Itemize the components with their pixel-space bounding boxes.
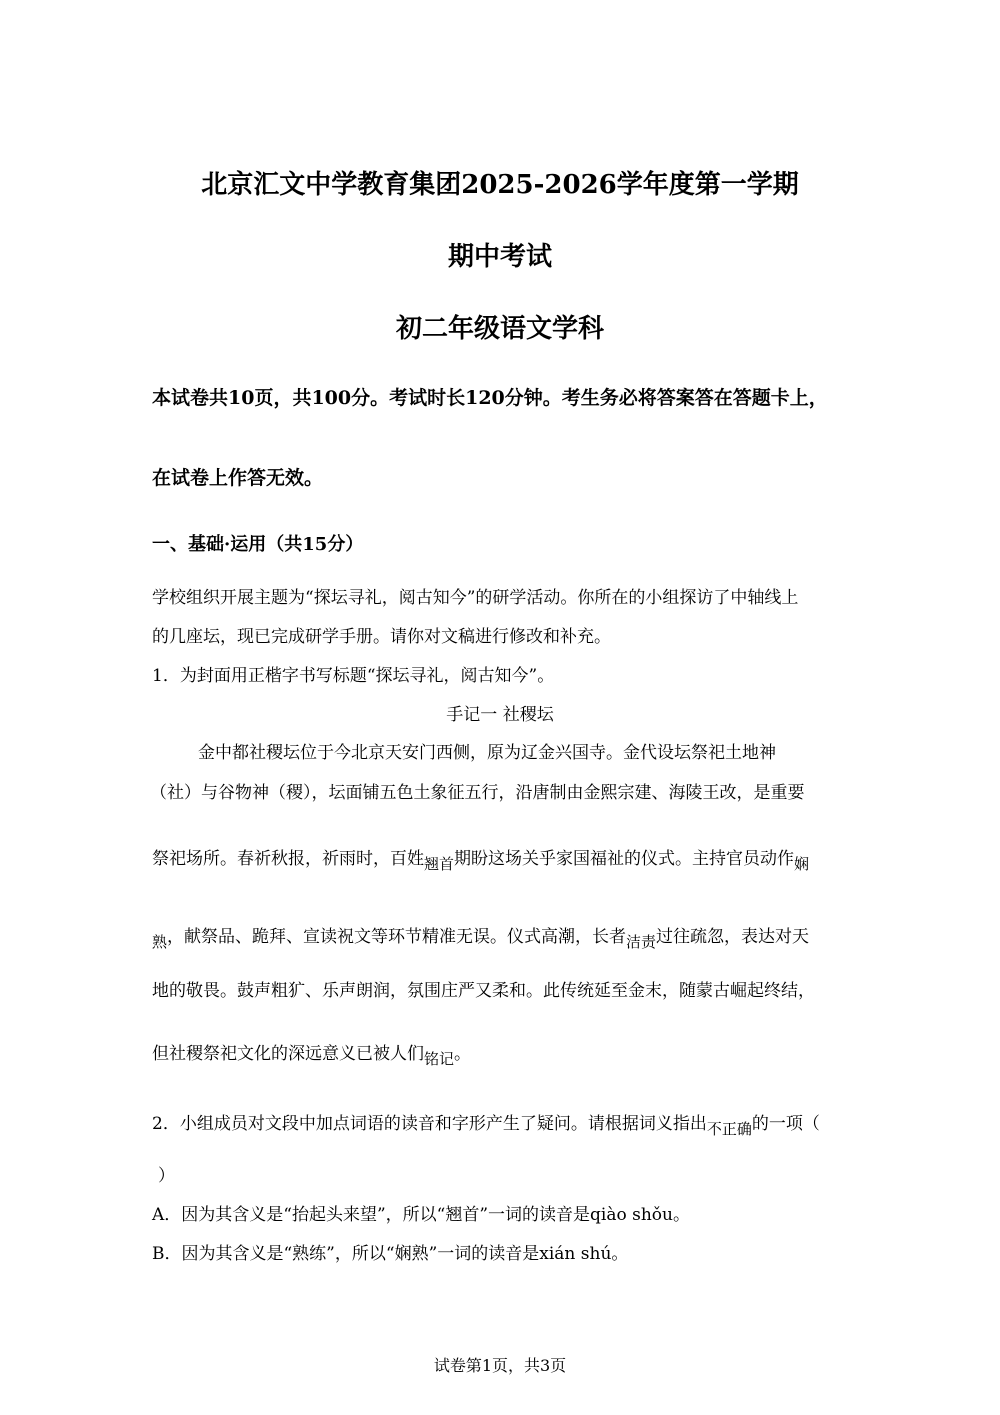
passage-line-3	[152, 849, 810, 873]
question-2-text: 的一项（	[751, 1114, 820, 1134]
intro-line-2: 的几座坛，现已完成研学手册。请你对文稿进行修改和补充。	[152, 627, 611, 647]
exam-title-type: 期中考试	[447, 242, 552, 272]
exam-title-subject: 初二年级语文学科	[395, 314, 604, 344]
passage-text: ，献祭品、跪拜、宣读祝文等环节精准无误。仪式高潮，长者	[167, 927, 627, 947]
question-1: 1．为封面用正楷字书写标题“探坛寻礼，阅古知今”。	[152, 666, 555, 686]
section-heading: 一、基础·运用（共15分）	[152, 534, 364, 555]
passage-line-6	[152, 1044, 472, 1068]
dotted-word-jieze: 洁责	[626, 933, 657, 951]
question-2-bracket: ）	[158, 1166, 175, 1186]
passage-text: 但社稷祭祀文化的深远意义已被人们	[152, 1044, 424, 1064]
exam-notice-line-2: 在试卷上作答无效。	[152, 467, 324, 489]
passage-text: 期盼这场关乎家国福祉的仪式。主持官员动作	[454, 849, 795, 869]
question-2-emphasis: 不正确	[706, 1120, 752, 1138]
exam-title-school: 北京汇文中学教育集团2025-2026学年度第一学期	[201, 170, 799, 200]
intro-line-1: 学校组织开展主题为“探坛寻礼，阅古知今”的研学活动。你所在的小组探访了中轴线上	[152, 588, 799, 608]
passage-line-4	[152, 927, 810, 951]
note-title: 手记一 社稷坛	[446, 705, 554, 725]
page-footer: 试卷第1页，共3页	[433, 1356, 567, 1375]
question-2	[152, 1114, 820, 1138]
dotted-word-qiaoshou: 翘首	[424, 855, 455, 873]
option-a: A．因为其含义是“抬起头来望”，所以“翘首”一词的读音是qiào shǒu。	[152, 1205, 690, 1225]
option-b: B．因为其含义是“熟练”，所以“娴熟”一词的读音是xián shú。	[152, 1244, 629, 1264]
passage-text: 。	[454, 1044, 472, 1064]
exam-notice-line-1: 本试卷共10页，共100分。考试时长120分钟。考生务必将答案答在答题卡上，	[152, 387, 828, 409]
dotted-word-mingji: 铭记	[424, 1050, 455, 1068]
dotted-word-xian: 娴	[794, 855, 810, 873]
passage-text: 过往疏忽，表达对天	[656, 927, 810, 947]
passage-line-1: 金中都社稷坛位于今北京天安门西侧，原为辽金兴国寺。金代设坛祭祀土地神	[198, 743, 776, 763]
passage-line-5: 地的敬畏。鼓声粗犷、乐声朗润，氛围庄严又柔和。此传统延至金末，随蒙古崛起终结，	[152, 981, 815, 1001]
question-2-text: 2．小组成员对文段中加点词语的读音和字形产生了疑问。请根据词义指出	[152, 1114, 707, 1134]
dotted-word-shu: 熟	[152, 933, 168, 951]
passage-line-2: （社）与谷物神（稷），坛面铺五色土象征五行，沿唐制由金熙宗建、海陵王改，是重要	[150, 783, 805, 803]
passage-text: 祭祀场所。春祈秋报，祈雨时，百姓	[152, 849, 424, 869]
